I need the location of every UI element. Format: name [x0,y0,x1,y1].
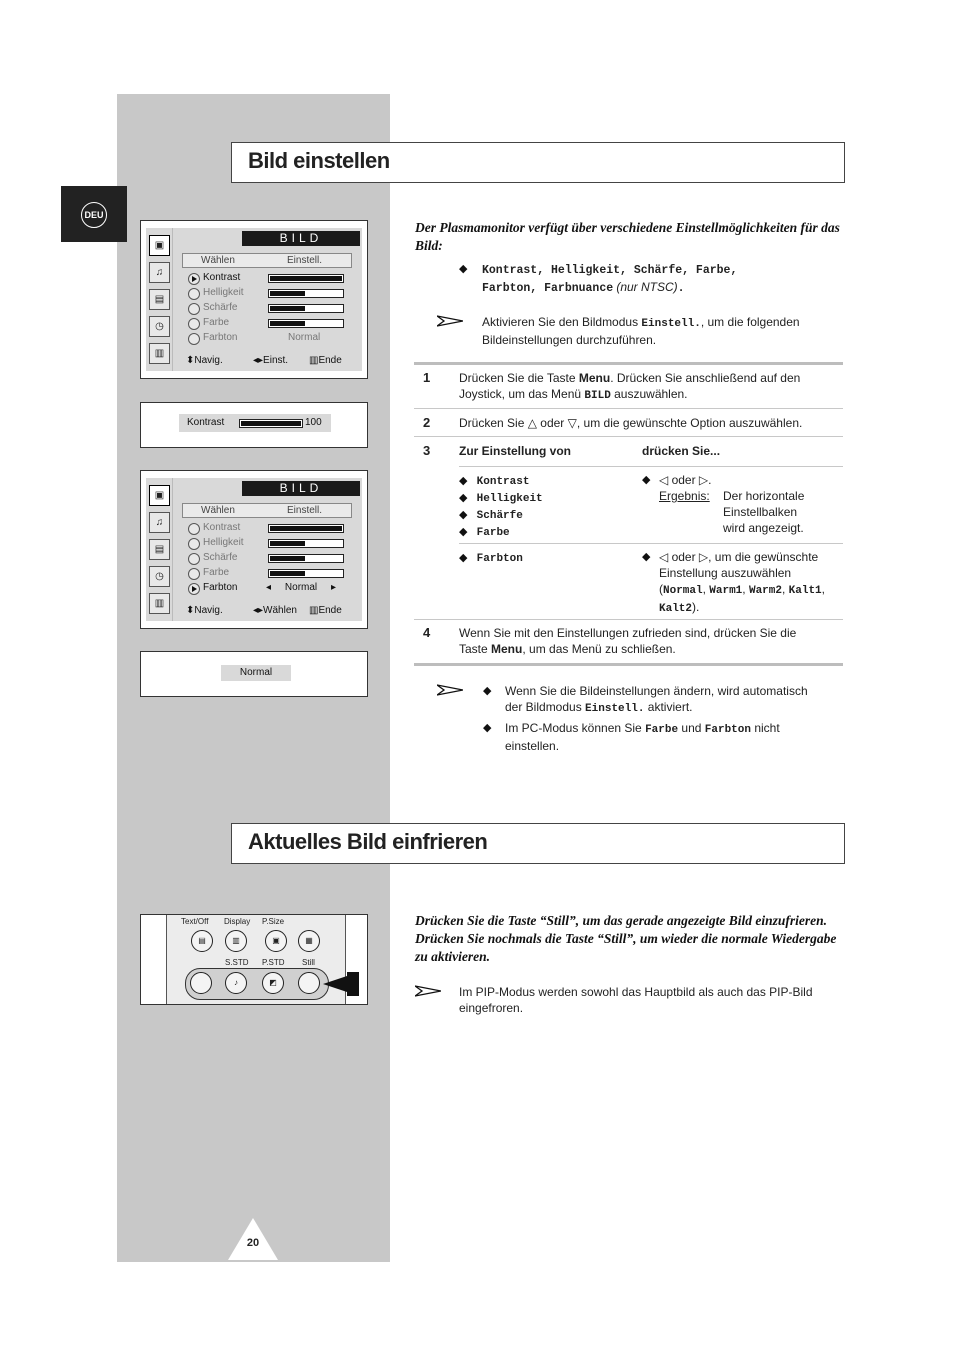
text-off-button: ▤ [191,930,213,952]
farbton-instructions: ◁ oder ▷, um die gewünschte Einstellung auszuwählen (Normal, Warm1, Warm2, Kalt1, Kalt2). [659,550,826,615]
osd-col-adjust: Einstell. [287,505,323,516]
step-1-text: Drücken Sie die Taste Menu. Drücken Sie anschließend auf den Joystick, um das Menü BILD auszuwählen. [459,371,801,402]
clock-icon: ◷ [149,316,170,337]
osd-farbton-value: Normal [288,332,321,343]
result-text: Der horizontale Einstellbalken wird angezeigt. [723,489,805,535]
osd-title: BILD [242,481,360,496]
remote-label: P.Size [262,917,285,926]
bullet-diamond: ◆ [642,551,651,563]
extra-button: ▦ [298,930,320,952]
level-bar [268,554,344,563]
section-title-box [231,823,845,864]
level-bar [268,289,344,298]
farbton-display-box [140,651,368,697]
osd-footer-select: ◂▸Wählen [253,605,297,616]
step-number: 1 [423,370,431,385]
result-label: Ergebnis: [659,489,710,503]
osd-col-adjust: Einstell. [287,255,323,266]
list-item: ◆ Farbe [459,526,510,539]
sound-icon: ♫ [149,262,170,283]
bullet-diamond: ◆ [483,722,492,734]
language-badge: DEU [81,202,107,228]
osd-header-row [182,503,352,518]
osd-menu-screenshot: ▣ ♫ ▤ ◷ ▥ BILD Wählen Einstell. Kontrast Helligkeit Schärfe Farbe Farbton Normal ⬍Navig. ◂▸Einst. ▥Ende [140,220,368,379]
button [190,972,212,994]
intro-text: Der Plasmamonitor verfügt über verschiedene Einstellmöglichkeiten für das Bild: [415,220,840,253]
setup-icon: ▥ [149,343,170,364]
osd-farbton-selector: ◂ Normal ▸ [266,582,337,593]
still-button [298,972,320,994]
osd-title: BILD [242,231,360,246]
page-number: 20 [246,1237,260,1249]
osd-menu-screenshot-farbton: ▣ ♫ ▤ ◷ ▥ BILD Wählen Einstell. Kontrast Helligkeit Schärfe Farbe Farbton ◂ Normal ▸ ⬍Navig. ◂▸Wählen ▥Ende [140,470,368,629]
osd-header-row [182,253,352,268]
section-title: Aktuelles Bild einfrieren [248,829,488,854]
farbton-pill: Normal [221,665,291,681]
remote-label: Display [224,917,251,926]
step-number: 4 [423,625,431,640]
osd-col-select: Wählen [201,505,235,516]
freeze-note: Im PIP-Modus werden sowohl das Hauptbild als auch das PIP-Bild eingefroren. [459,985,813,1015]
bullet-diamond: ◆ [483,685,492,697]
step-3-items [459,473,543,541]
contrast-pill [179,414,331,432]
level-bar [268,539,344,548]
channel-icon: ▤ [149,289,170,310]
level-bar [268,569,344,578]
table-rule [414,436,843,437]
table-bottom-rule [414,663,843,666]
step-3-press: ◁ oder ▷. [659,473,712,487]
note-arrow-icon [437,684,463,696]
pointer-arrow-icon [323,970,363,998]
remote-label: P.STD [262,958,285,967]
bullet-diamond: ◆ [459,263,468,275]
section-title-box [231,142,845,183]
clock-icon: ◷ [149,566,170,587]
note-item: Wenn Sie die Bildeinstellungen ändern, wird automatisch der Bildmodus Einstell. aktiviert. [505,684,808,715]
section-title: Bild einstellen [248,148,390,173]
contrast-bar [239,419,303,428]
remote-illustration [140,914,368,1005]
options-list: Kontrast, Helligkeit, Schärfe, Farbe, Farbton, Farbnuance (nur NTSC). [482,264,738,295]
bullet-diamond: ◆ [642,474,651,486]
osd-icon-column [146,228,173,371]
step-number: 2 [423,415,431,430]
level-bar [268,524,344,533]
remote-label: Still [302,958,315,967]
level-bar [268,304,344,313]
level-bar [268,319,344,328]
display-button: ▥ [225,930,247,952]
table-top-rule [414,362,843,365]
contrast-display-box [140,402,368,448]
picture-icon: ▣ [149,235,170,256]
note-arrow-icon [437,315,463,327]
setup-icon: ▥ [149,593,170,614]
note-arrow-icon [415,985,441,997]
table-rule [459,466,843,467]
language-tab [61,186,127,242]
channel-icon: ▤ [149,539,170,560]
table-rule [414,619,843,620]
remote-label: S.STD [225,958,249,967]
step-3-col2-header: drücken Sie... [642,444,721,458]
note-text: Aktivieren Sie den Bildmodus Einstell., um die folgenden Bildeinstellungen durchzuführen. [482,315,800,347]
step-2-text: Drücken Sie △ oder ▽, um die gewünschte Option auszuwählen. [459,416,803,430]
sstd-button: ♪ [225,972,247,994]
step-3-col1-header: Zur Einstellung von [459,444,572,458]
osd-footer-exit: ▥Ende [309,355,342,366]
picture-icon: ▣ [149,485,170,506]
note-item: Im PC-Modus können Sie Farbe und Farbton nicht einstellen. [505,721,780,753]
list-item: ◆ Farbton [459,552,523,565]
list-item: ◆ Kontrast [459,475,530,488]
osd-footer-exit: ▥Ende [309,605,342,616]
remote-label: Text/Off [181,917,209,926]
osd-col-select: Wählen [201,255,235,266]
sound-icon: ♫ [149,512,170,533]
table-rule [459,543,843,544]
step-number: 3 [423,443,431,458]
pstd-button: ◩ [262,972,284,994]
osd-footer-adjust: ◂▸Einst. [253,355,289,366]
osd-icon-column [146,478,173,621]
osd-footer-navig: ⬍Navig. [186,605,223,616]
contrast-label: Kontrast [187,417,225,428]
table-rule [414,408,843,409]
contrast-value: 100 [305,417,322,428]
step-4-text: Wenn Sie mit den Einstellungen zufrieden sind, drücken Sie die Taste Menu, um das Menü zu schließen. [459,626,797,656]
osd-footer-navig: ⬍Navig. [186,355,223,366]
psize-button: ▣ [265,930,287,952]
freeze-intro-text: Drücken Sie die Taste “Still”, um das gerade angezeigte Bild einzufrieren. Drücken Sie nochmals die Taste “Still”, um wieder die normale Wiedergabe zu aktivieren. [415,913,837,964]
list-item: ◆ Helligkeit [459,492,543,505]
list-item: ◆ Schärfe [459,509,523,522]
level-bar [268,274,344,283]
